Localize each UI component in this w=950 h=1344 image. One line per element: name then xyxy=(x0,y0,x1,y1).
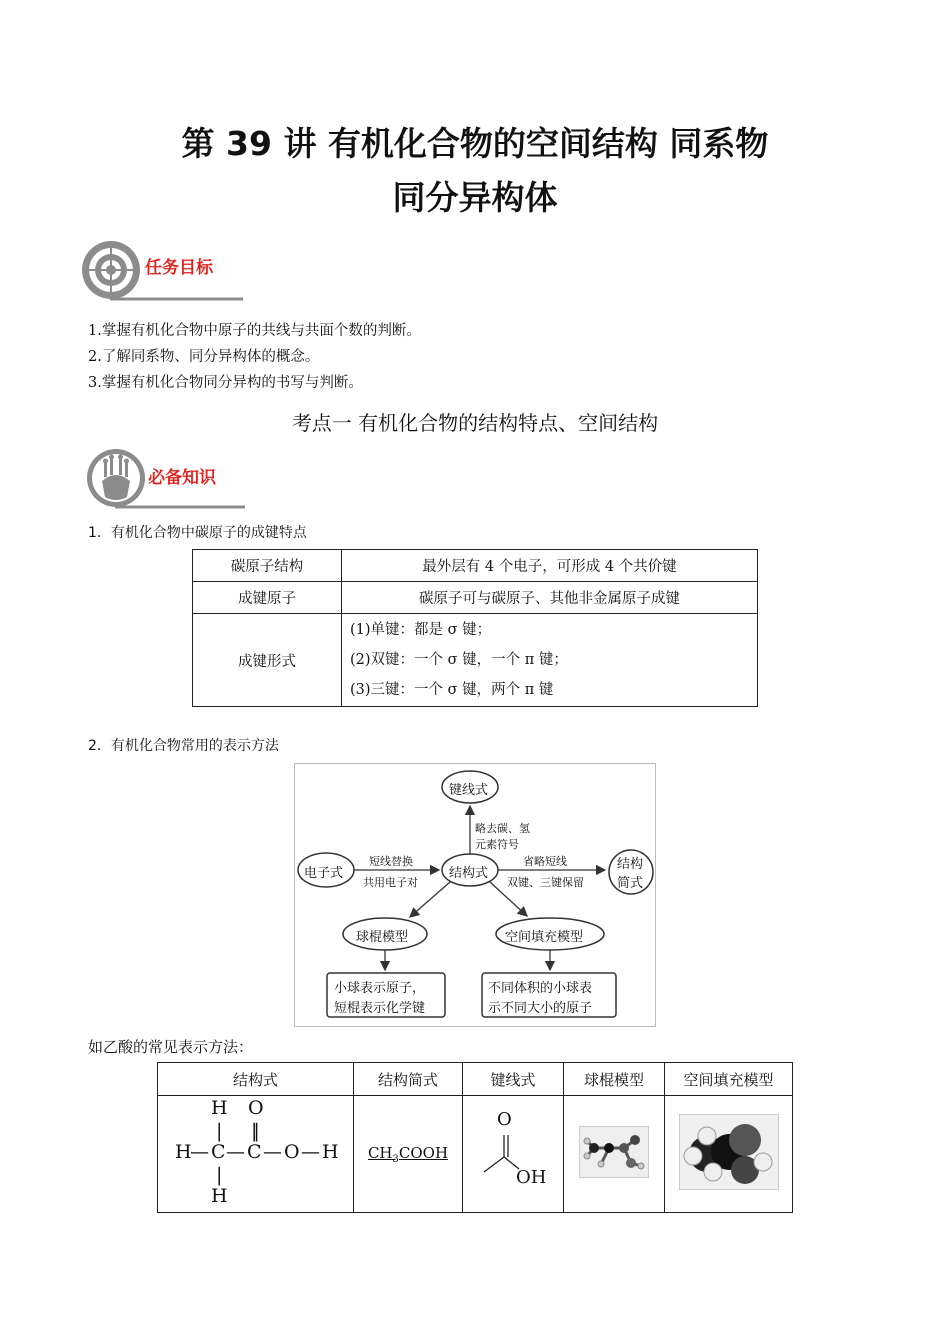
table-row xyxy=(193,550,758,582)
acetic-acid-table xyxy=(157,1062,793,1213)
goal-badge-label: 任务目标 xyxy=(145,258,213,278)
node-space-fill: 空间填充模型 xyxy=(505,930,584,945)
note-space-fill: 不同体积的小球表 xyxy=(488,981,593,996)
skeletal-formula-cell xyxy=(463,1096,564,1213)
table-row xyxy=(193,582,758,614)
section-title: 考点一 有机化合物的结构特点、空间结构 xyxy=(291,411,659,435)
atom-label: C xyxy=(211,1141,226,1163)
example-intro: 如乙酸的常见表示方法： xyxy=(88,1038,254,1056)
bond-line: — xyxy=(301,1141,320,1163)
edge-label: 略去碳、氢 xyxy=(475,822,530,835)
representation-diagram xyxy=(294,763,656,1027)
bond-table xyxy=(192,549,758,707)
condensed-formula-cell xyxy=(354,1096,463,1213)
note-space-fill: 示不同大小的原子 xyxy=(488,1001,593,1016)
atom-label: H xyxy=(211,1097,228,1119)
page-title-line2: 同分异构体 xyxy=(392,178,558,217)
double-bond-line xyxy=(251,1120,256,1142)
note-ball-stick: 小球表示原子， xyxy=(334,981,426,996)
space-fill-model-image xyxy=(679,1114,779,1190)
structural-formula xyxy=(159,1097,352,1211)
goal-badge xyxy=(80,240,250,306)
heading-bond-features: 1．有机化合物中碳原子的成键特点 xyxy=(88,525,307,541)
goal-item: 3.掌握有机化合物同分异构的书写与判断。 xyxy=(88,375,363,391)
column-header: 空间填充模型 xyxy=(665,1063,793,1096)
edge-label: 双键、三键保留 xyxy=(507,876,584,889)
atom-label: OH xyxy=(516,1167,547,1188)
knowledge-badge-label: 必备知识 xyxy=(148,468,216,488)
bond-type-item: (1)单键：都是 σ 键； xyxy=(350,622,492,638)
column-header: 结构简式 xyxy=(354,1063,463,1096)
atom-label: O xyxy=(284,1141,300,1163)
knowledge-badge xyxy=(85,447,255,513)
table-cell: 成键原子 xyxy=(193,582,342,614)
heading-representation: 2．有机化合物常用的表示方法 xyxy=(88,738,279,754)
atom-label: H xyxy=(211,1185,228,1207)
bond-line: — xyxy=(226,1141,245,1163)
bond-line: | xyxy=(253,1120,256,1142)
node-condensed: 简式 xyxy=(617,876,644,891)
structural-formula-cell xyxy=(158,1096,354,1213)
goal-item: 2.了解同系物、同分异构体的概念。 xyxy=(88,349,320,365)
table-header-row xyxy=(158,1063,793,1096)
node-condensed: 结构 xyxy=(617,857,644,872)
bond-line: — xyxy=(190,1141,209,1163)
atom-label: O xyxy=(497,1109,512,1130)
table-row xyxy=(193,614,758,707)
atom-label: H xyxy=(322,1141,339,1163)
goal-item: 1.掌握有机化合物中原子的共线与共面个数的判断。 xyxy=(88,323,421,339)
table-cell: 成键形式 xyxy=(193,614,342,707)
formula-subscript: 3 xyxy=(392,1153,399,1165)
skeletal-formula xyxy=(464,1097,562,1211)
page-title: 第 39 讲 有机化合物的空间结构 同系物 xyxy=(181,124,769,163)
edge-label: 短线替换 xyxy=(369,855,413,868)
column-header: 结构式 xyxy=(158,1063,354,1096)
bond-type-item: (2)双键：一个 σ 键，一个 π 键； xyxy=(350,652,568,668)
bond-line: | xyxy=(216,1120,223,1142)
bond-line: — xyxy=(263,1141,282,1163)
ball-stick-cell xyxy=(564,1096,665,1213)
edge-label: 元素符号 xyxy=(475,838,519,851)
atom-label: O xyxy=(248,1097,264,1119)
atom-label: C xyxy=(247,1141,262,1163)
ball-stick-model-image xyxy=(579,1126,649,1178)
node-ball-stick: 球棍模型 xyxy=(356,930,409,945)
goal-list xyxy=(88,318,421,396)
atom-label: H xyxy=(175,1141,192,1163)
skeletal-bonds xyxy=(464,1097,562,1211)
formula-text: CH xyxy=(367,1143,393,1162)
column-header: 键线式 xyxy=(463,1063,564,1096)
node-skeletal: 键线式 xyxy=(449,783,489,798)
space-fill-cell xyxy=(665,1096,793,1213)
note-ball-stick: 短棍表示化学键 xyxy=(334,1001,426,1016)
bond-line: | xyxy=(251,1120,254,1142)
column-header: 球棍模型 xyxy=(564,1063,665,1096)
formula-text: COOH xyxy=(398,1143,449,1162)
table-cell: 碳原子可与碳原子、其他非金属原子成键 xyxy=(342,582,758,614)
table-cell: 碳原子结构 xyxy=(193,550,342,582)
bond-type-item: (3)三键：一个 σ 键，两个 π 键 xyxy=(350,682,554,698)
edge-label: 共用电子对 xyxy=(363,876,418,889)
table-cell: 最外层有 4 个电子，可形成 4 个共价键 xyxy=(342,550,758,582)
table-cell xyxy=(342,614,758,707)
node-electron: 电子式 xyxy=(304,866,344,881)
edge-label: 省略短线 xyxy=(523,855,567,868)
bond-line: | xyxy=(216,1164,223,1186)
table-row xyxy=(158,1096,793,1213)
node-structural: 结构式 xyxy=(449,866,489,881)
